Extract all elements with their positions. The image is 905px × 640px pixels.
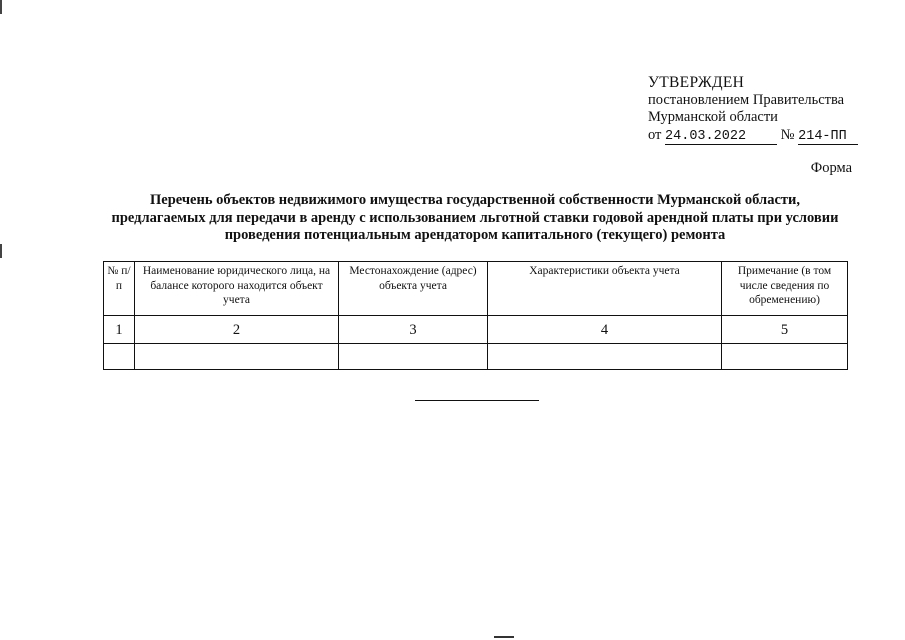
table-header-row	[104, 262, 848, 316]
header-characteristics: Характеристики объекта учета	[488, 262, 722, 316]
approval-line-1: постановлением Правительства	[648, 91, 845, 108]
approval-date-field	[665, 129, 777, 145]
document-title	[90, 192, 860, 245]
title-line-3: проведения потенциальным арендатором капитального (текущего) ремонта	[224, 227, 726, 243]
empty-cell	[135, 344, 339, 370]
page-edge-mark-top	[0, 0, 2, 14]
title-line-1: Перечень объектов недвижимого имущества государственной собственности Мурманской области,	[150, 192, 800, 208]
column-number-cell: 3	[339, 316, 488, 344]
approval-number-field	[798, 129, 858, 145]
table-column-number-row	[104, 316, 848, 344]
header-note: Примечание (в том числе сведения по обременению)	[722, 262, 848, 316]
form-label: Форма	[810, 160, 852, 176]
approval-line-2: Мурманской области	[648, 109, 778, 125]
end-of-document-rule	[415, 400, 539, 401]
title-line-2: предлагаемых для передачи в аренду с использованием льготной ставки годовой арендной платы при условии	[111, 209, 839, 226]
empty-cell	[722, 344, 848, 370]
empty-cell	[104, 344, 135, 370]
approval-heading: УТВЕРЖДЕН	[648, 74, 745, 91]
number-prefix: №	[780, 126, 795, 143]
page-edge-mark-middle	[0, 244, 2, 258]
column-number-cell: 1	[104, 316, 135, 344]
table-empty-row	[104, 344, 848, 370]
header-row-number: № п/п	[104, 262, 135, 316]
approval-number-value: 214-ПП	[798, 128, 847, 144]
header-location: Местонахождение (адрес) объекта учета	[339, 262, 488, 316]
empty-cell	[488, 344, 722, 370]
empty-cell	[339, 344, 488, 370]
header-legal-entity: Наименование юридического лица, на балансе которого находится объект учета	[135, 262, 339, 316]
column-number-cell: 2	[135, 316, 339, 344]
column-number-cell: 5	[722, 316, 848, 344]
objects-table	[103, 261, 848, 370]
date-prefix: от	[648, 126, 662, 143]
page-bottom-mark	[494, 636, 514, 638]
approval-date-line	[648, 127, 858, 145]
approval-date-value: 24.03.2022	[665, 128, 747, 144]
approval-stamp	[648, 74, 858, 145]
column-number-cell: 4	[488, 316, 722, 344]
